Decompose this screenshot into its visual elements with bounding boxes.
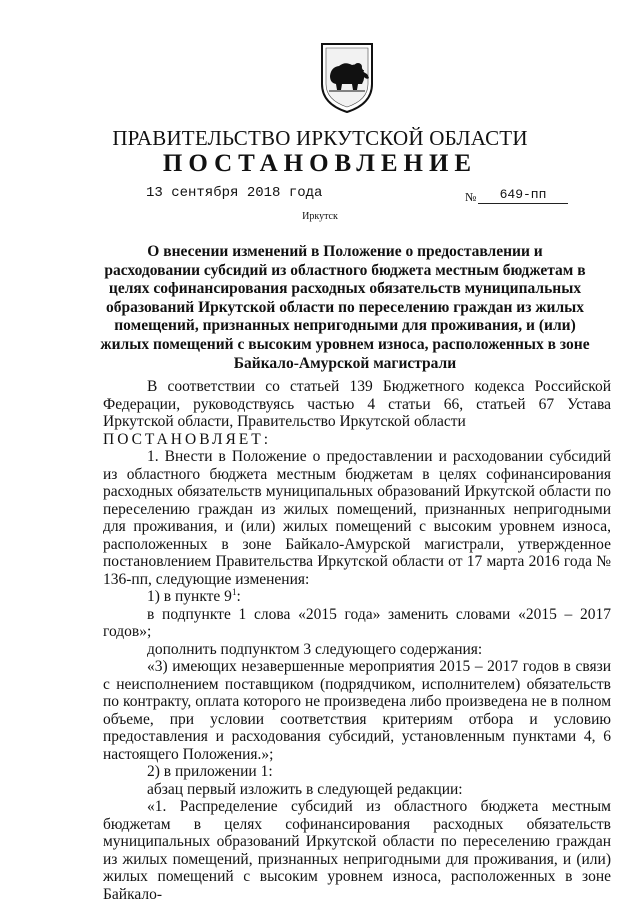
preamble-paragraph: В соответствии со статьей 139 Бюджетного кодекса Российской Федерации, руководствуясь частью 4 статьи 66, статьей 67 Устава Иркутской области, Правительство Иркутской области <box>103 378 611 430</box>
item-1-paragraph: 1. Внести в Положение о предоставлении и расходовании субсидий из областного бюджета местным бюджетам в целях софинансирования расходных обязательств муниципальных образований Иркутской области по переселению граждан из жилых помещений, признанных непригодными для проживания, и (или) жилых помещений с высоким уровнем износа, расположенных в зоне Байкало-Амурской магистрали, утвержденное постановлением Правительства Иркутской области от 17 марта 2016 года № 136-пп, следующие изменения: <box>103 448 611 588</box>
document-date: 13 сентября 2018 года <box>146 185 323 201</box>
subitem-2-paragraph: 2) в приложении 1: <box>147 763 273 780</box>
first-paragraph-instruction: абзац первый изложить в следующей редакции: <box>147 780 463 798</box>
document-body <box>103 378 611 903</box>
document-city: Иркутск <box>302 211 338 222</box>
irkutsk-coat-of-arms-icon <box>317 40 377 114</box>
number-sign: № <box>465 190 477 204</box>
subitem-1-text: 1) в пункте 9 <box>147 588 232 605</box>
document-heading: О внесении изменений в Положение о предоставлении и расходовании субсидий из областного бюджета местным бюджетам в целях софинансирования расходных обязательств муниципальных образований Иркутской области по переселению граждан из жилых помещений, признанных непригодными для проживания, и (или) жилых помещений с высоким уровнем износа, расположенных в зоне Байкало-Амурской магистрали <box>100 243 590 372</box>
quoted-subitem-3-paragraph: «3) имеющих незавершенные мероприятия 2015 – 2017 годов в связи с неисполнением поставщиком (подрядчиком, исполнителем) обязательств по контракту, оплата которого не произведена либо произведена не в полном объеме, при условии соответствия критериям отбора и условию предоставления и расходования субсидий, установленным пунктами 4, 6 настоящего Положения.»; <box>103 658 611 763</box>
subitem-1-paragraph <box>103 588 611 606</box>
document-type: ПОСТАНОВЛЕНИЕ <box>162 150 478 177</box>
replace-paragraph: в подпункте 1 слова «2015 года» заменить словами «2015 – 2017 годов»; <box>103 605 611 640</box>
subitem-1-tail: : <box>236 588 241 605</box>
add-subitem-paragraph: дополнить подпунктом 3 следующего содержания: <box>147 640 483 658</box>
subitem-1-superscript: 1 <box>231 586 237 597</box>
document-number: 649-пп <box>478 187 568 204</box>
quoted-distribution-paragraph: «1. Распределение субсидий из областного бюджета местным бюджетам в целях софинансирования расходных обязательств муниципальных образований Иркутской области по переселению граждан из жилых помещений, признанных непригодными для проживания, и (или) жилых помещений с высоким уровнем износа, расположенных в зоне Байкало- <box>103 798 611 903</box>
government-title: ПРАВИТЕЛЬСТВО ИРКУТСКОЙ ОБЛАСТИ <box>112 126 528 150</box>
resolves-paragraph: ПОСТАНОВЛЯЕТ: <box>103 430 272 448</box>
